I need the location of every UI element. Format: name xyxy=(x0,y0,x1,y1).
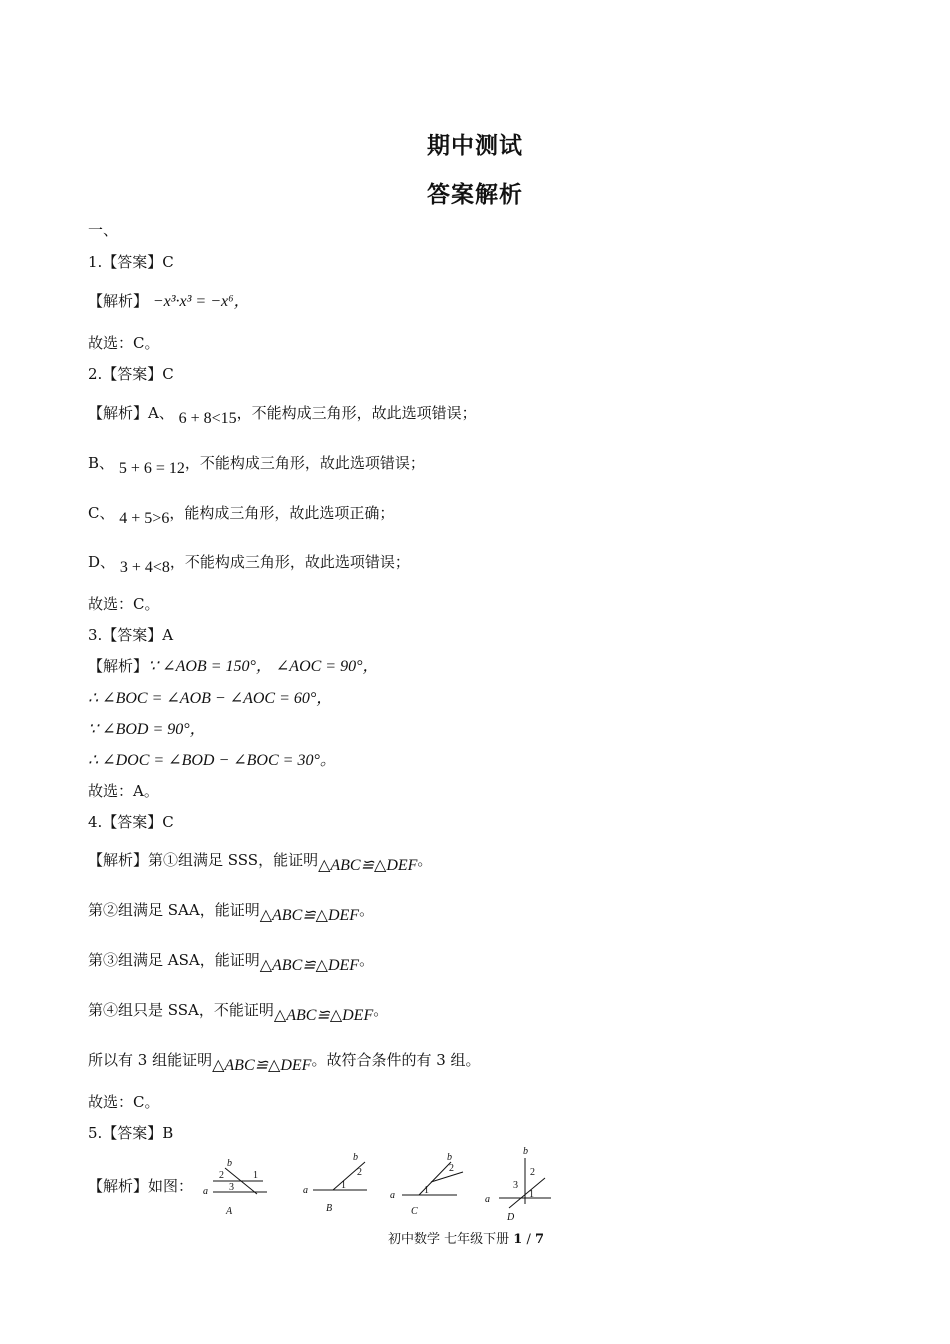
fig-b-angle-1: 1 xyxy=(341,1180,346,1191)
q3-math-3: ∵ ∠BOD = 90°， xyxy=(88,721,206,738)
q5-answer: 5.【答案】B xyxy=(88,1124,174,1142)
q4-r2-congruence: △ABC≌△DEF xyxy=(259,907,360,924)
q3-math-1: ∵ ∠AOB = 150°， ∠AOC = 90°， xyxy=(148,658,379,675)
q2-conclusion: 故选：C。 xyxy=(88,595,160,613)
fig-c-angle-1: 1 xyxy=(424,1185,429,1196)
q2-b-prefix: B、 xyxy=(88,454,115,472)
q1-label: 【解析】 xyxy=(88,292,149,310)
q4-r5-congruence: △ABC≌△DEF xyxy=(212,1057,312,1074)
q4-reason-3 xyxy=(88,950,375,974)
fig-b-angle-2: 2 xyxy=(357,1167,362,1178)
q4-r3-text: 第③组满足 ASA，能证明 xyxy=(88,951,260,969)
q4-r1-text: 【解析】第①组满足 SSS，能证明 xyxy=(88,851,319,869)
q5-figures xyxy=(195,1140,565,1226)
fig-c-caption: C xyxy=(411,1206,418,1217)
section-heading: 一、 xyxy=(88,221,119,239)
q2-a-prefix: 【解析】A、 xyxy=(88,404,174,422)
q4-r1-congruence: △ABC≌△DEF xyxy=(318,857,418,874)
fig-b-a: a xyxy=(303,1185,308,1196)
fig-a-angle-1: 1 xyxy=(253,1170,258,1181)
q2-a-text: ，不能构成三角形，故此选项错误； xyxy=(236,404,477,422)
q4-answer: 4.【答案】C xyxy=(88,813,174,831)
q4-r2-text: 第②组满足 SAA，能证明 xyxy=(88,901,260,919)
footer-page: 1 xyxy=(513,1232,523,1247)
q3-line-4 xyxy=(88,750,336,771)
q4-r3-period: 。 xyxy=(359,951,375,969)
q3-conclusion: 故选：A。 xyxy=(88,782,159,800)
q2-a-math: 6 + 8<15 xyxy=(178,410,237,427)
q4-r3-congruence: △ABC≌△DEF xyxy=(259,957,360,974)
q2-b-text: ，不能构成三角形，故此选项错误； xyxy=(184,454,425,472)
fig-d-angle-3: 3 xyxy=(513,1180,518,1191)
fig-c-b: b xyxy=(447,1152,452,1163)
page-title: 期中测试 xyxy=(427,133,523,159)
q4-conclusion: 故选：C。 xyxy=(88,1093,160,1111)
q2-c-text: ，能构成三角形，故此选项正确； xyxy=(169,504,395,522)
q3-answer: 3.【答案】A xyxy=(88,626,174,644)
q4-r4-period: 。 xyxy=(373,1001,389,1019)
fig-a-angle-3: 3 xyxy=(229,1182,234,1193)
fig-d-angle-2: 2 xyxy=(530,1167,535,1178)
fig-c-angle-2: 2 xyxy=(449,1163,454,1174)
q2-b-math: 5 + 6 = 12 xyxy=(118,460,185,477)
q5-label: 【解析】如图： xyxy=(88,1177,194,1195)
q1-analysis xyxy=(88,291,250,312)
footer-sep: / xyxy=(522,1232,535,1247)
q4-reason-1 xyxy=(88,850,433,874)
q3-line-2 xyxy=(88,688,332,709)
page-subtitle: 答案解析 xyxy=(427,182,523,208)
q4-r4-congruence: △ABC≌△DEF xyxy=(273,1007,374,1024)
q4-r2-period: 。 xyxy=(359,901,375,919)
fig-a-angle-2: 2 xyxy=(219,1170,224,1181)
fig-b-b: b xyxy=(353,1152,358,1163)
q4-r4-text: 第④组只是 SSA，不能证明 xyxy=(88,1001,274,1019)
q2-c-prefix: C、 xyxy=(88,504,115,522)
q2-option-d xyxy=(88,552,410,576)
fig-a-a: a xyxy=(203,1186,208,1197)
footer-text: 初中数学 七年级下册 xyxy=(388,1232,510,1247)
q4-r5-tail: 。故符合条件的有 3 组。 xyxy=(311,1051,481,1069)
q3-label: 【解析】 xyxy=(88,657,149,675)
q3-line-1 xyxy=(88,656,379,677)
fig-a-b: b xyxy=(227,1158,232,1169)
q2-option-c xyxy=(88,503,395,527)
q2-option-b xyxy=(88,453,425,477)
q2-answer: 2.【答案】C xyxy=(88,365,174,383)
q2-d-math: 3 + 4<8 xyxy=(119,559,170,576)
q2-c-math: 4 + 5>6 xyxy=(119,510,170,527)
q1-answer: 1.【答案】C xyxy=(88,253,174,271)
fig-a-caption: A xyxy=(226,1206,233,1217)
q3-math-4: ∴ ∠DOC = ∠BOD − ∠BOC = 30°。 xyxy=(88,752,336,769)
page-footer xyxy=(388,1228,544,1247)
q1-math: −x³·x³ = −x⁶， xyxy=(152,293,250,310)
q4-r1-period: 。 xyxy=(417,851,433,869)
q2-d-prefix: D、 xyxy=(88,553,116,571)
fig-d-caption: D xyxy=(507,1212,515,1223)
fig-d-angle-1: 1 xyxy=(529,1189,534,1200)
q4-reason-4 xyxy=(88,1000,389,1024)
q2-d-text: ，不能构成三角形，故此选项错误； xyxy=(169,553,410,571)
q3-line-3 xyxy=(88,719,206,740)
fig-d-a: a xyxy=(485,1194,490,1205)
fig-b-caption: B xyxy=(326,1203,333,1214)
fig-c-a: a xyxy=(390,1190,395,1201)
footer-total: 7 xyxy=(534,1232,545,1247)
fig-d-b: b xyxy=(523,1146,528,1157)
q4-reason-2 xyxy=(88,900,375,924)
q1-conclusion: 故选：C。 xyxy=(88,334,160,352)
q4-r5-text: 所以有 3 组能证明 xyxy=(88,1051,213,1069)
q4-summary xyxy=(88,1050,481,1074)
q3-math-2: ∴ ∠BOC = ∠AOB − ∠AOC = 60°， xyxy=(88,690,333,707)
q2-option-a xyxy=(88,403,477,427)
